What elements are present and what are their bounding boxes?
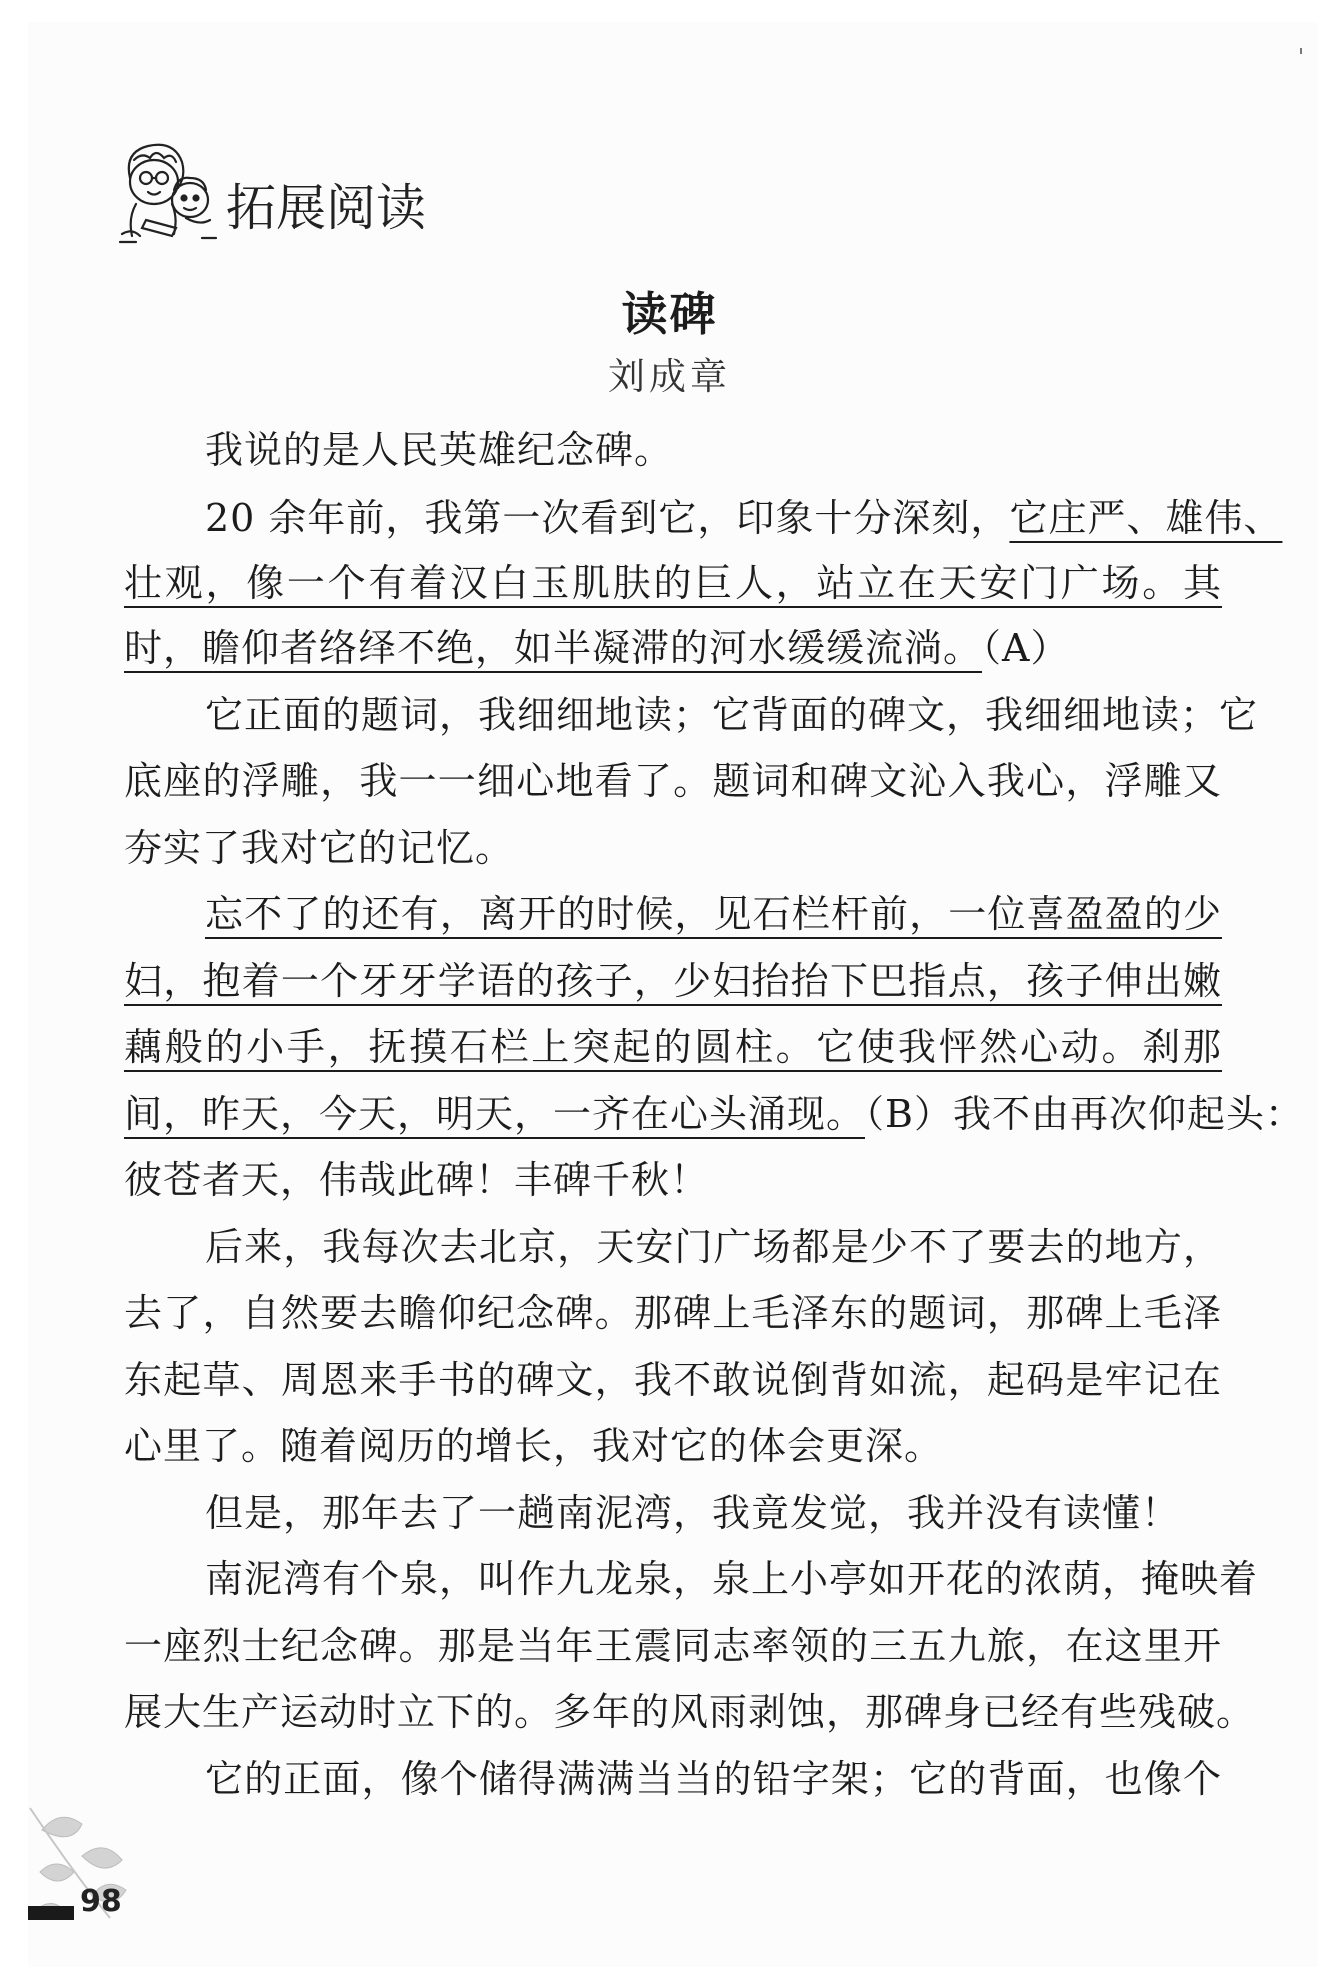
text-segment: 彼苍者天，伟哉此碑！丰碑千秋！: [124, 1158, 710, 1202]
text-segment: 一座烈士纪念碑。那是当年王震同志率领的三五九旅，在这里开: [124, 1624, 1222, 1668]
text-segment: 后来，我每次去北京，天安门广场都是少不了要去的地方，: [205, 1225, 1222, 1269]
text-segment: （A）: [982, 626, 1070, 670]
text-segment: 底座的浮雕，我一一细心地看了。题词和碑文沁入我心，浮雕又: [124, 759, 1222, 803]
text-line: [124, 1150, 1222, 1210]
text-line: [205, 884, 1222, 944]
text-line: [124, 1283, 1222, 1343]
text-segment: 它正面的题词，我细细地读；它背面的碑文，我细细地读；它: [205, 693, 1259, 737]
text-segment: 南泥湾有个泉，叫作九龙泉，泉上小亭如开花的浓荫，掩映着: [205, 1557, 1259, 1601]
text-line: [124, 1084, 1304, 1144]
underlined-text: 藕般的小手，抚摸石栏上突起的圆柱。它使我怦然心动。刹那: [124, 1025, 1222, 1069]
text-line: [124, 618, 1222, 678]
text-segment: 心里了。随着阅历的增长，我对它的体会更深。: [124, 1424, 944, 1468]
text-segment: 但是，那年去了一趟南泥湾，我竟发觉，我并没有读懂！: [205, 1491, 1181, 1535]
text-line: [124, 818, 1222, 878]
reading-children-icon: [116, 138, 224, 250]
text-line: [205, 685, 1259, 745]
underlined-text: 妇，抱着一个牙牙学语的孩子，少妇抬抬下巴指点，孩子伸出嫩: [124, 959, 1222, 1003]
text-segment: 我说的是人民英雄纪念碑。: [205, 428, 674, 472]
underlined-text: 时，瞻仰者络绎不绝，如半凝滞的河水缓缓流淌。: [124, 626, 983, 670]
text-segment: 展大生产运动时立下的。多年的风雨剥蚀，那碑身已经有些残破。: [124, 1690, 1256, 1734]
text-line: [124, 1682, 1256, 1742]
text-line: [205, 1549, 1259, 1609]
article-title: 读碑: [621, 287, 718, 341]
underlined-text: 忘不了的还有，离开的时候，见石栏杆前，一位喜盈盈的少: [205, 892, 1222, 936]
text-line: [124, 751, 1222, 811]
text-line: [124, 1416, 1222, 1476]
page-number-bar: [28, 1906, 74, 1920]
underlined-text: 壮观，像一个有着汉白玉肌肤的巨人，站立在天安门广场。其: [124, 561, 1222, 605]
text-line: [124, 1616, 1222, 1676]
text-line: [205, 1749, 1222, 1809]
leaf-decoration-icon: [22, 1800, 152, 1950]
text-line: [205, 488, 1283, 548]
text-line: [124, 1017, 1222, 1077]
text-segment: 它的正面，像个储得满满当当的铅字架；它的背面，也像个: [205, 1757, 1222, 1801]
page-number: 98: [80, 1884, 122, 1919]
text-segment: 夯实了我对它的记忆。: [124, 826, 515, 870]
underlined-text: 间，昨天，今天，明天，一齐在心头涌现。: [124, 1092, 866, 1136]
text-line: [124, 1350, 1222, 1410]
text-segment: 20 余年前，我第一次看到它，印象十分深刻，: [205, 496, 1010, 540]
text-line: [205, 1483, 1222, 1543]
text-line: [124, 951, 1222, 1011]
article-author: 刘成章: [608, 355, 731, 398]
scan-mark: [1300, 48, 1302, 54]
underlined-text: 它庄严、雄伟、: [1009, 496, 1283, 540]
text-line: [205, 420, 1222, 480]
text-segment: （B）我不由再次仰起头：: [865, 1092, 1304, 1136]
text-line: [124, 553, 1222, 613]
section-title: 拓展阅读: [226, 179, 426, 237]
text-line: [205, 1217, 1222, 1277]
text-segment: 东起草、周恩来手书的碑文，我不敢说倒背如流，起码是牢记在: [124, 1358, 1222, 1402]
text-segment: 去了，自然要去瞻仰纪念碑。那碑上毛泽东的题词，那碑上毛泽: [124, 1291, 1222, 1335]
